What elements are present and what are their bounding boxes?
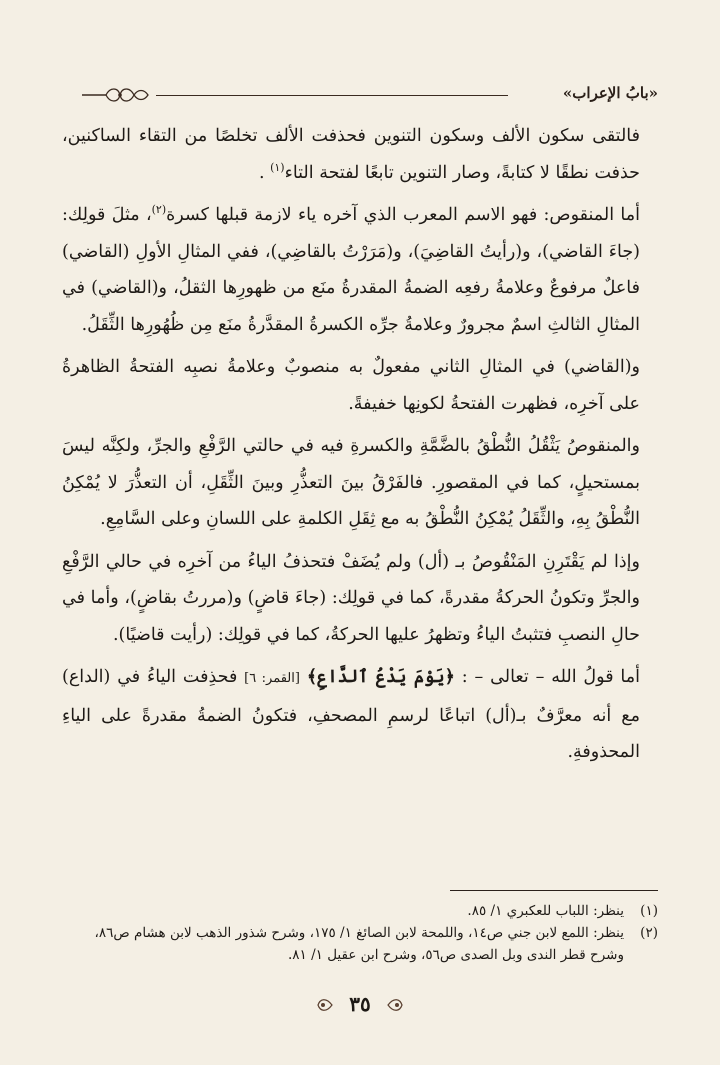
text-run: . — [258, 162, 271, 183]
text-run: ، مثلَ قولِك: (جاءَ القاضي)، و(رأيتُ القاضِيَ)، و(مَرَرْتُ بالقاضِي)، ففي المثالِ الأولِ (القاضي) فاعلٌ مرفوعٌ وعلامةُ رفعِه الضمةُ المقدرةُ منَع من ظهورِها الثقلُ، و(القاضي) في المثالِ الثالثِ اسمٌ مجرورٌ وعلامةُ جرِّه الكسرةُ المقدَّرةُ منَع مِن ظُهُورِها الثِّقَلُ. — [62, 205, 640, 335]
paragraph-3 — [62, 349, 658, 422]
header-ornament-icon — [80, 84, 152, 106]
footnote-separator — [450, 890, 658, 891]
footnote-number: (١) — [640, 903, 658, 919]
footnote-text: ينظر: اللمع لابن جني ص١٤، واللمحة لابن الصائغ ١/ ١٧٥، وشرح شذور الذهب لابن هشام ص٨٦، وشرح قطر الندى وبل الصدى ص٥٦، وشرح ابن عقيل ١/ ٨١. — [94, 925, 624, 963]
text-run: والمنقوصُ يَثْقُلُ النُّطْقُ بالضَّمَّةِ والكسرةِ فيه في حالتي الرَّفْعِ والجرِّ، ولكِنَّه ليسَ بمستحيلٍ، كما في المقصورِ. فالفَرْقُ بينَ التعذُّرِ وبينَ الثِّقَلِ، أن التعذُّرَ لا يُمْكِنُ النُّطْقُ بِهِ، والثِّقَلُ يُمْكِنُ النُّطْقُ به مع ثِقَلِ الكلمةِ على اللسانِ وعلى السَّامِعِ. — [62, 436, 640, 529]
text-run: أما قولُ الله – تعالى – : — [454, 667, 640, 687]
page-number-ornament-icon — [314, 994, 334, 1016]
text-run: أما المنقوص: فهو الاسم المعرب الذي آخره ياء لازمة قبلها كسرة — [166, 205, 640, 225]
text-run: و(القاضي) في المثالِ الثاني مفعولٌ به منصوبٌ وعلامةُ نصبِه الفتحةُ الظاهرةُ على آخرِه، فظهرت الفتحةُ لكونِها خفيفةً. — [62, 357, 640, 414]
running-header — [80, 84, 658, 106]
body-text — [62, 118, 658, 773]
paragraph-1 — [62, 118, 658, 191]
footnote-ref-1[interactable]: (١) — [270, 160, 285, 174]
text-run — [300, 667, 307, 687]
paragraph-5 — [62, 544, 658, 654]
page-number-ornament-icon — [386, 994, 406, 1016]
paragraph-6 — [62, 659, 658, 771]
footnotes — [62, 900, 658, 966]
footnote-2 — [62, 922, 658, 966]
footnote-number: (٢) — [640, 925, 658, 941]
header-rule — [156, 95, 508, 96]
header-title: «بابُ الإعراب» — [562, 84, 658, 102]
page-number: ٣٥ — [349, 992, 371, 1016]
page-number-block — [310, 990, 410, 1020]
text-run: وإذا لم يَقْتَرِنِ المَنْقُوصُ بـ (أل) ولم يُضَفْ فتحذفُ الياءُ من آخرِه في حالي الرَّفْعِ والجرِّ وتكونُ الحركةُ مقدرةً، كما في قولِك: (جاءَ قاضٍ) و(مررتُ بقاضٍ)، وأما في حالِ النصبِ فتثبتُ الياءُ وتظهرُ عليها الحركةُ، كما في قولِك: (رأيت قاضيًا). — [62, 551, 640, 645]
paragraph-4 — [62, 428, 658, 538]
footnote-ref-2[interactable]: (٢) — [151, 203, 167, 217]
text-run: فحذِفت الياءُ في (الداع) مع أنه معرَّفٌ بـ(أل) اتباعًا لرسمِ المصحفِ، فتكونُ الضمةُ مقدرةً على الياءِ المحذوفةِ. — [62, 667, 640, 762]
footnote-text: ينظر: اللباب للعكبري ١/ ٨٥. — [467, 903, 624, 919]
quran-verse: ﴿يَوْمَ يَدْعُ ٱلدَّاعِ﴾ — [306, 667, 455, 687]
footnote-1 — [62, 900, 658, 922]
text-run: فالتقى سكون الألف وسكون التنوين فحذفت الألف تخلصًا من التقاء الساكنين، حذفت نطقًا لا كتابةً، وصار التنوين تابعًا لفتحة التاء — [62, 126, 640, 183]
paragraph-2 — [62, 197, 658, 343]
verse-citation: [القمر: ٦] — [244, 671, 300, 686]
